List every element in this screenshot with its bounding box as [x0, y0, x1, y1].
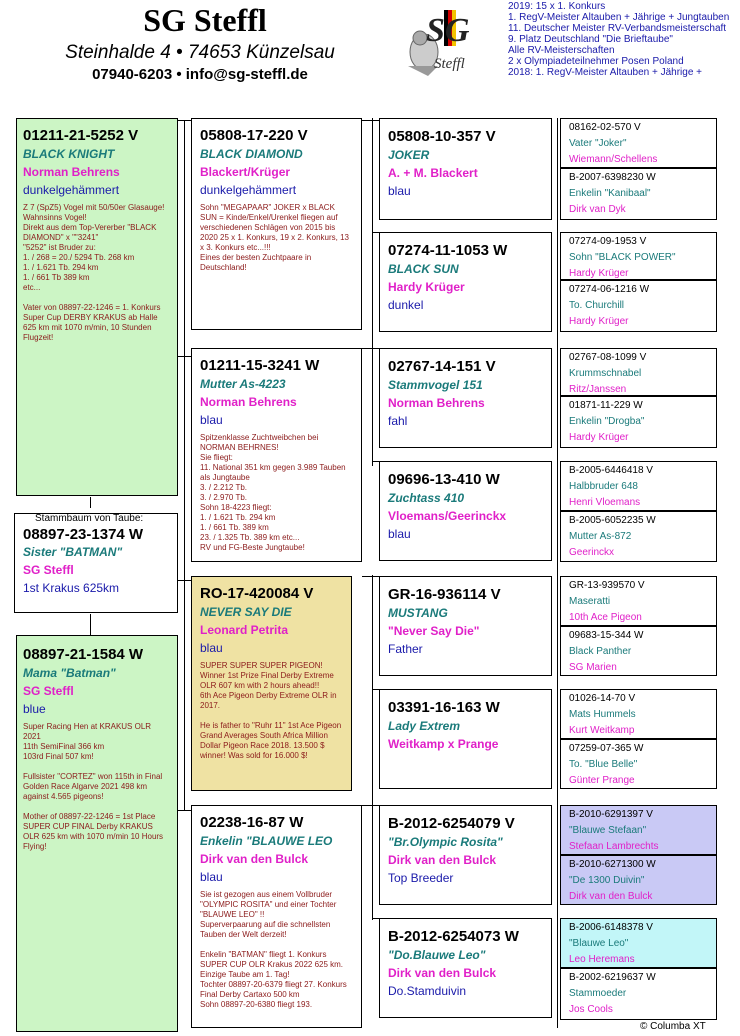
gen4-card[interactable] — [560, 689, 717, 739]
grandparent-info: SUPER SUPER SUPER PIGEON! Winner 1st Prize Final Derby Extreme OLR 607 km with 2 hours ahead!! 6th Ace Pigeon Derby Extreme OLR in 2017. He is father to "Ruhr 11" 1st Ace Pigeon Grand Averages South Africa Million Dollar Pigeon Race 2018. 13.500 $ winner! Was sold for 16.000 $! — [200, 661, 342, 760]
ggp-ring: 02767-14-151 V — [388, 358, 496, 375]
grandparent-card[interactable] — [191, 348, 362, 562]
gen4-name: To. "Blue Belle" — [569, 759, 638, 770]
footer-copyright: © Columba XT — [640, 1021, 706, 1032]
great-grandparent-card[interactable] — [379, 689, 552, 789]
gen4-breeder: SG Marien — [569, 662, 617, 673]
gen4-card[interactable] — [560, 348, 717, 396]
great-grandparent-card[interactable] — [379, 576, 552, 676]
grandparent-info: Sohn "MEGAPAAR" JOKER x BLACK SUN = Kinde/Enkel/Urenkel fliegen auf verschiedenen Schlägen von 2015 bis 2020 25 x 1. Konkurs, 19 x 2. Konkurs, 13 x 3. Konkurs etc...!!! Eines der besten Zuchtpaare in Deutschland! — [200, 203, 349, 272]
ggp-name: Stammvogel 151 — [388, 378, 483, 392]
header-title: SG Steffl — [143, 2, 267, 38]
gen4-name: Krummschnabel — [569, 368, 642, 379]
ggp-ring: B-2012-6254073 W — [388, 928, 519, 945]
gen4-name: Sohn "BLACK POWER" — [569, 252, 676, 263]
gen4-ring: 07274-06-1216 W — [569, 284, 650, 295]
achievements-text: 2019: 15 x 1. Konkurs 1. RegV-Meister Altauben + Jährige + Jungtauben 11. Deutscher Meister RV-Verbandsmeisterschaft 9. Platz Deutschland "Die Brieftaube" Alle RV-Meisterschaften 2 x Olympiadeteilnehmer Posen Poland 2018: 1. RegV-Meister Altauben + Jährige + — [508, 1, 730, 78]
great-grandparent-card[interactable] — [379, 918, 552, 1018]
subject-ring: 08897-23-1374 W — [23, 526, 144, 543]
sire-name: BLACK KNIGHT — [23, 147, 115, 161]
gen4-ring: B-2005-6446418 V — [569, 465, 653, 476]
gen4-breeder: Hardy Krüger — [569, 268, 629, 279]
gen4-breeder: Günter Prange — [569, 775, 635, 786]
ggp-color: Top Breeder — [388, 871, 454, 885]
gen4-card[interactable] — [560, 511, 717, 562]
great-grandparent-card[interactable] — [379, 232, 552, 332]
great-grandparent-card[interactable] — [379, 348, 552, 448]
gen4-name: "Blauwe Stefaan" — [569, 825, 647, 836]
gen4-breeder: Ritz/Janssen — [569, 384, 627, 395]
gen4-ring: 07259-07-365 W — [569, 743, 644, 754]
gen4-breeder: Dirk van Dyk — [569, 204, 626, 215]
gen4-name: Maseratti — [569, 596, 611, 607]
sire-breeder: Norman Behrens — [23, 165, 120, 179]
subject-breeder: SG Steffl — [23, 563, 74, 577]
gen4-name: Mutter As-872 — [569, 531, 632, 542]
gen4-name: "Blauwe Leo" — [569, 938, 629, 949]
gen4-ring: 07274-09-1953 V — [569, 236, 647, 247]
gen4-breeder: Wiemann/Schellens — [569, 154, 658, 165]
gen4-breeder: Henri Vloemans — [569, 497, 641, 508]
grandparent-card[interactable] — [191, 118, 362, 330]
dam-ring: 08897-21-1584 W — [23, 646, 144, 663]
dam-info: Super Racing Hen at KRAKUS OLR 2021 11th SemiFinal 366 km 103rd Final 507 km! Fullsister "CORTEZ" won 115th in Final Golden Race Algarve 2021 498 km against 4.565 pigeons! Mother of 08897-22-1246 = 1st Place SUPER CUP FINAL Derby KRAKUS OLR 625 km with 1070 m/min 10 Hours Flying! — [23, 722, 164, 851]
ggp-ring: B-2012-6254079 V — [388, 815, 515, 832]
logo — [398, 6, 478, 86]
gen4-card[interactable] — [560, 626, 717, 676]
gen4-ring: B-2002-6219637 W — [569, 972, 656, 983]
ggp-breeder: Norman Behrens — [388, 396, 485, 410]
sire-card[interactable] — [16, 118, 178, 496]
gen4-breeder: Dirk van den Bulck — [569, 891, 653, 902]
gen4-ring: 08162-02-570 V — [569, 122, 641, 133]
grandparent-name: Enkelin "BLAUWE LEO — [200, 834, 333, 848]
ggp-breeder: Hardy Krüger — [388, 280, 465, 294]
grandparent-breeder: Leonard Petrita — [200, 623, 289, 637]
gen4-ring: B-2010-6291397 V — [569, 809, 653, 820]
gen4-card[interactable] — [560, 739, 717, 789]
grandparent-name: NEVER SAY DIE — [200, 605, 292, 619]
gen4-breeder: 10th Ace Pigeon — [569, 612, 642, 623]
gen4-card[interactable] — [560, 918, 717, 968]
grandparent-ring: 02238-16-87 W — [200, 814, 304, 831]
header-contact: 07940-6203 • info@sg-steffl.de — [92, 66, 308, 83]
gen4-name: Stammoeder — [569, 988, 627, 999]
gen4-name: Halbbruder 648 — [569, 481, 638, 492]
gen4-breeder: Kurt Weitkamp — [569, 725, 635, 736]
gen4-ring: B-2007-6398230 W — [569, 172, 656, 183]
ggp-breeder: A. + M. Blackert — [388, 166, 478, 180]
sire-info: Z 7 (SpZ5) Vogel mit 50/50er Glasauge! Wahnsinns Vogel! Direkt aus dem Top-Vererber "BLACK DIAMOND" x ""3241" "5252" ist Bruder zu: 1. / 268 = 20./ 5294 Tb. 268 km 1. / 1.621 Tb. 294 km 1. / 661 Tb 389 km etc... Vater von 08897-22-1246 = 1. Konkurs Super Cup DERBY KRAKUS ab Halle 625 km mit 1070 m/min, 10 Stunden Flugzeit! — [23, 203, 165, 342]
ggp-name: MUSTANG — [388, 606, 448, 620]
grandparent-ring: 05808-17-220 V — [200, 127, 308, 144]
ggp-color: blau — [388, 184, 411, 198]
gen4-ring: 01871-11-229 W — [569, 400, 643, 411]
grandparent-name: Mutter As-4223 — [200, 377, 286, 391]
ggp-breeder: "Never Say Die" — [388, 624, 480, 638]
logo-text-main: SG — [426, 12, 470, 49]
dam-card[interactable] — [16, 635, 178, 1032]
gen4-name: To. Churchill — [569, 300, 625, 311]
gen4-card[interactable] — [560, 968, 717, 1020]
gen4-name: Enkelin "Drogba" — [569, 416, 645, 427]
gen4-breeder: Jos Cools — [569, 1004, 613, 1015]
grandparent-breeder: Dirk van den Bulck — [200, 852, 309, 866]
gen4-card[interactable] — [560, 576, 717, 626]
ggp-name: "Br.Olympic Rosita" — [388, 835, 503, 849]
gen4-ring: 02767-08-1099 V — [569, 352, 647, 363]
grandparent-color: blau — [200, 870, 223, 884]
gen4-ring: 09683-15-344 W — [569, 630, 644, 641]
grandparent-card[interactable] — [191, 576, 352, 791]
grandparent-color: dunkelgehämmert — [200, 183, 297, 197]
sire-ring: 01211-21-5252 V — [23, 127, 139, 144]
subject-name: Sister "BATMAN" — [23, 545, 123, 559]
ggp-breeder: Dirk van den Bulck — [388, 966, 497, 980]
ggp-ring: 09696-13-410 W — [388, 471, 500, 488]
ggp-ring: 05808-10-357 V — [388, 128, 496, 145]
gen4-ring: B-2005-6052235 W — [569, 515, 656, 526]
gen4-ring: GR-13-939570 V — [569, 580, 645, 591]
ggp-name: BLACK SUN — [388, 262, 459, 276]
gen4-name: Vater "Joker" — [569, 138, 627, 149]
grandparent-breeder: Norman Behrens — [200, 395, 297, 409]
gen4-breeder: Stefaan Lambrechts — [569, 841, 659, 852]
great-grandparent-card[interactable] — [379, 805, 552, 905]
gen4-name: Mats Hummels — [569, 709, 636, 720]
gen4-card[interactable] — [560, 461, 717, 511]
grandparent-ring: 01211-15-3241 W — [200, 357, 320, 374]
ggp-color: Father — [388, 642, 423, 656]
gen4-ring: B-2006-6148378 V — [569, 922, 653, 933]
grandparent-color: blau — [200, 413, 223, 427]
subject-color: 1st Krakus 625km — [23, 581, 120, 595]
gen4-name: Enkelin "Kanibaal" — [569, 188, 651, 199]
gen4-breeder: Hardy Krüger — [569, 432, 629, 443]
great-grandparent-card[interactable] — [379, 461, 552, 561]
dam-color: blue — [23, 702, 46, 716]
subject-label: Stammbaum von Taube: — [35, 513, 144, 524]
gen4-card[interactable] — [560, 168, 717, 220]
logo-text-sub: Steffl — [434, 56, 465, 72]
ggp-breeder: Weitkamp x Prange — [388, 737, 499, 751]
header-address: Steinhalde 4 • 74653 Künzelsau — [65, 42, 335, 63]
gen4-breeder: Geerinckx — [569, 547, 615, 558]
gen4-card[interactable] — [560, 855, 717, 905]
ggp-ring: 03391-16-163 W — [388, 699, 500, 716]
ggp-name: Lady Extrem — [388, 719, 461, 733]
ggp-name: JOKER — [388, 148, 430, 162]
ggp-color: Do.Stamduivin — [388, 984, 467, 998]
gen4-card[interactable] — [560, 232, 717, 280]
ggp-color: dunkel — [388, 298, 424, 312]
grandparent-name: BLACK DIAMOND — [200, 147, 303, 161]
gen4-name: Black Panther — [569, 646, 632, 657]
gen4-card[interactable] — [560, 280, 717, 332]
ggp-ring: 07274-11-1053 W — [388, 242, 508, 259]
ggp-breeder: Dirk van den Bulck — [388, 853, 497, 867]
gen4-name: "De 1300 Duivin" — [569, 875, 645, 886]
great-grandparent-card[interactable] — [379, 118, 552, 220]
ggp-name: Zuchtass 410 — [388, 491, 465, 505]
ggp-color: blau — [388, 527, 411, 541]
gen4-ring: 01026-14-70 V — [569, 693, 636, 704]
grandparent-card[interactable] — [191, 805, 362, 1028]
grandparent-info: Spitzenklasse Zuchtweibchen bei NORMAN BEHRNES! Sie fliegt: 11. National 351 km gegen 3.989 Tauben als Jungtaube 3. / 2.212 Tb. 3. / 2.970 Tb. Sohn 18-4223 fliegt: 1. / 1.621 Tb. 294 km 1. / 661 Tb. 389 km 23. / 1.325 Tb. 389 km etc... RV und FG-Beste Jungtaube! — [200, 433, 346, 552]
ggp-ring: GR-16-936114 V — [388, 586, 501, 603]
gen4-breeder: Leo Heremans — [569, 954, 635, 965]
sire-color: dunkelgehämmert — [23, 183, 120, 197]
grandparent-ring: RO-17-420084 V — [200, 585, 314, 602]
gen4-card[interactable] — [560, 396, 717, 448]
dam-breeder: SG Steffl — [23, 684, 74, 698]
ggp-color: fahl — [388, 414, 408, 428]
ggp-name: "Do.Blauwe Leo" — [388, 948, 486, 962]
gen4-ring: B-2010-6271300 W — [569, 859, 656, 870]
grandparent-info: Sie ist gezogen aus einem Vollbruder "OLYMPIC ROSITA" und einer Tochter "BLAUWE LEO" !! Superverpaarung auf die schnellsten Tauben der Welt derzeit! Enkelin "BATMAN" fliegt 1. Konkurs SUPER CUP OLR Krakus 2022 625 km. Einzige Taube am 1. Tag! Tochter 08897-20-6379 fliegt 27. Konkurs Final Derby Cartaxo 500 km Sohn 08897-20-6380 fliegt 193. — [200, 890, 347, 1009]
grandparent-breeder: Blackert/Krüger — [200, 165, 291, 179]
dam-name: Mama "Batman" — [23, 666, 116, 680]
grandparent-color: blau — [200, 641, 223, 655]
gen4-card[interactable] — [560, 805, 717, 855]
gen4-breeder: Hardy Krüger — [569, 316, 629, 327]
ggp-breeder: Vloemans/Geerinckx — [388, 509, 507, 523]
subject-card[interactable] — [14, 513, 178, 613]
gen4-card[interactable] — [560, 118, 717, 168]
